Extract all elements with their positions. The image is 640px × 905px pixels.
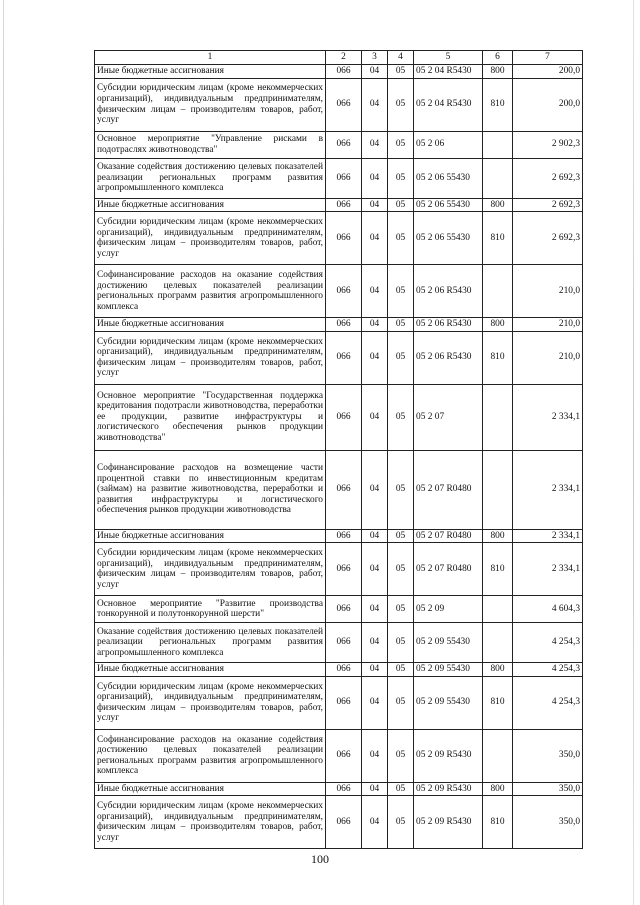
rz-code-cell: 04 (362, 450, 388, 529)
vr-code-cell (483, 158, 513, 198)
sum-cell: 4 254,3 (513, 623, 583, 663)
vr-code-cell: 810 (483, 331, 513, 384)
table-row (95, 782, 583, 796)
table-row (95, 331, 583, 384)
table-row (95, 796, 583, 849)
rz-code-cell: 04 (362, 78, 388, 131)
csr-code-cell: 05 2 09 55430 (414, 663, 483, 677)
pr-code-cell: 05 (388, 796, 414, 849)
grbs-code-cell: 066 (326, 623, 362, 663)
header-col-5: 5 (414, 51, 483, 65)
csr-code-cell: 05 2 06 R5430 (414, 265, 483, 318)
pr-code-cell: 05 (388, 450, 414, 529)
grbs-code-cell: 066 (326, 543, 362, 596)
vr-code-cell: 800 (483, 198, 513, 212)
csr-code-cell: 05 2 09 (414, 596, 483, 623)
header-col-4: 4 (388, 51, 414, 65)
rz-code-cell: 04 (362, 158, 388, 198)
pr-code-cell: 05 (388, 331, 414, 384)
table-row (95, 131, 583, 158)
table-row (95, 78, 583, 131)
sum-cell: 210,0 (513, 331, 583, 384)
rz-code-cell: 04 (362, 663, 388, 677)
row-name-cell: Иные бюджетные ассигнования (95, 318, 326, 332)
grbs-code-cell: 066 (326, 676, 362, 729)
row-name-cell: Основное мероприятие "Развитие производства тонкорунной и полутонкорунной шерсти" (95, 596, 326, 623)
vr-code-cell (483, 265, 513, 318)
row-name-cell: Субсидии юридическим лицам (кроме некоммерческих организаций), индивидуальным предпринимателям, физическим лицам – производителям товаров, работ, услуг (95, 78, 326, 131)
row-name-cell: Основное мероприятие "Государственная поддержка кредитования подотрасли животноводства, переработки ее продукции, развитие инфраструктуры и логистического обеспечения рынков продукции животноводства" (95, 384, 326, 450)
header-row (95, 51, 583, 65)
rz-code-cell: 04 (362, 331, 388, 384)
grbs-code-cell: 066 (326, 65, 362, 79)
sum-cell: 2 902,3 (513, 131, 583, 158)
pr-code-cell: 05 (388, 158, 414, 198)
sum-cell: 2 334,1 (513, 450, 583, 529)
sum-cell: 4 254,3 (513, 676, 583, 729)
row-name-cell: Иные бюджетные ассигнования (95, 782, 326, 796)
pr-code-cell: 05 (388, 65, 414, 79)
sum-cell: 2 334,1 (513, 529, 583, 543)
table-row (95, 529, 583, 543)
header-col-7: 7 (513, 51, 583, 65)
table-row (95, 65, 583, 79)
row-name-cell: Иные бюджетные ассигнования (95, 198, 326, 212)
pr-code-cell: 05 (388, 543, 414, 596)
row-name-cell: Софинансирование расходов на оказание содействия достижению целевых показателей реализации региональных программ развития агропромышленного комплекса (95, 729, 326, 782)
table-row (95, 729, 583, 782)
table-row (95, 158, 583, 198)
table-row (95, 543, 583, 596)
grbs-code-cell: 066 (326, 158, 362, 198)
scan-edge-right (633, 0, 634, 905)
row-name-cell: Иные бюджетные ассигнования (95, 663, 326, 677)
csr-code-cell: 05 2 06 R5430 (414, 318, 483, 332)
csr-code-cell: 05 2 06 55430 (414, 212, 483, 265)
pr-code-cell: 05 (388, 212, 414, 265)
rz-code-cell: 04 (362, 729, 388, 782)
csr-code-cell: 05 2 07 R0480 (414, 450, 483, 529)
pr-code-cell: 05 (388, 729, 414, 782)
vr-code-cell (483, 384, 513, 450)
rz-code-cell: 04 (362, 676, 388, 729)
pr-code-cell: 05 (388, 131, 414, 158)
row-name-cell: Софинансирование расходов на возмещение части процентной ставки по инвестиционным кредитам (займам) на развитие животноводства, переработки и развития инфраструктуры и логистического обеспечения рынков продукции животноводства (95, 450, 326, 529)
rz-code-cell: 04 (362, 543, 388, 596)
grbs-code-cell: 066 (326, 384, 362, 450)
csr-code-cell: 05 2 09 R5430 (414, 729, 483, 782)
grbs-code-cell: 066 (326, 331, 362, 384)
sum-cell: 2 692,3 (513, 198, 583, 212)
table-body (95, 65, 583, 849)
table-row (95, 450, 583, 529)
grbs-code-cell: 066 (326, 265, 362, 318)
row-name-cell: Оказание содействия достижению целевых показателей реализации региональных программ развития агропромышленного комплекса (95, 623, 326, 663)
table-row (95, 318, 583, 332)
rz-code-cell: 04 (362, 529, 388, 543)
grbs-code-cell: 066 (326, 450, 362, 529)
grbs-code-cell: 066 (326, 796, 362, 849)
scan-edge-left (3, 0, 4, 905)
rz-code-cell: 04 (362, 198, 388, 212)
table-row (95, 676, 583, 729)
vr-code-cell: 810 (483, 543, 513, 596)
grbs-code-cell: 066 (326, 318, 362, 332)
row-name-cell: Иные бюджетные ассигнования (95, 529, 326, 543)
vr-code-cell (483, 729, 513, 782)
sum-cell: 210,0 (513, 265, 583, 318)
grbs-code-cell: 066 (326, 198, 362, 212)
csr-code-cell: 05 2 09 R5430 (414, 782, 483, 796)
sum-cell: 4 604,3 (513, 596, 583, 623)
pr-code-cell: 05 (388, 198, 414, 212)
row-name-cell: Субсидии юридическим лицам (кроме некоммерческих организаций), индивидуальным предпринимателям, физическим лицам – производителям товаров, работ, услуг (95, 331, 326, 384)
grbs-code-cell: 066 (326, 596, 362, 623)
table-row (95, 212, 583, 265)
page-number: 100 (311, 852, 329, 866)
csr-code-cell: 05 2 06 55430 (414, 198, 483, 212)
rz-code-cell: 04 (362, 212, 388, 265)
vr-code-cell: 810 (483, 796, 513, 849)
vr-code-cell: 810 (483, 78, 513, 131)
sum-cell: 2 334,1 (513, 543, 583, 596)
rz-code-cell: 04 (362, 623, 388, 663)
csr-code-cell: 05 2 04 R5430 (414, 78, 483, 131)
pr-code-cell: 05 (388, 663, 414, 677)
sum-cell: 200,0 (513, 78, 583, 131)
table-row (95, 596, 583, 623)
pr-code-cell: 05 (388, 782, 414, 796)
vr-code-cell (483, 450, 513, 529)
row-name-cell: Иные бюджетные ассигнования (95, 65, 326, 79)
row-name-cell: Субсидии юридическим лицам (кроме некоммерческих организаций), индивидуальным предпринимателям, физическим лицам – производителям товаров, работ, услуг (95, 543, 326, 596)
sum-cell: 210,0 (513, 318, 583, 332)
table-row (95, 663, 583, 677)
csr-code-cell: 05 2 07 (414, 384, 483, 450)
grbs-code-cell: 066 (326, 78, 362, 131)
csr-code-cell: 05 2 09 R5430 (414, 796, 483, 849)
vr-code-cell: 800 (483, 663, 513, 677)
csr-code-cell: 05 2 06 (414, 131, 483, 158)
pr-code-cell: 05 (388, 676, 414, 729)
vr-code-cell: 800 (483, 529, 513, 543)
rz-code-cell: 04 (362, 265, 388, 318)
sum-cell: 2 692,3 (513, 212, 583, 265)
csr-code-cell: 05 2 07 R0480 (414, 529, 483, 543)
rz-code-cell: 04 (362, 318, 388, 332)
rz-code-cell: 04 (362, 782, 388, 796)
vr-code-cell: 800 (483, 318, 513, 332)
vr-code-cell (483, 623, 513, 663)
pr-code-cell: 05 (388, 78, 414, 131)
row-name-cell: Софинансирование расходов на оказание содействия достижению целевых показателей реализации региональных программ развития агропромышленного комплекса (95, 265, 326, 318)
grbs-code-cell: 066 (326, 729, 362, 782)
sum-cell: 350,0 (513, 796, 583, 849)
header-col-3: 3 (362, 51, 388, 65)
pr-code-cell: 05 (388, 623, 414, 663)
rz-code-cell: 04 (362, 131, 388, 158)
pr-code-cell: 05 (388, 596, 414, 623)
table-row (95, 623, 583, 663)
grbs-code-cell: 066 (326, 782, 362, 796)
vr-code-cell: 800 (483, 65, 513, 79)
rz-code-cell: 04 (362, 796, 388, 849)
table-header (95, 51, 583, 65)
grbs-code-cell: 066 (326, 212, 362, 265)
vr-code-cell: 810 (483, 212, 513, 265)
sum-cell: 2 334,1 (513, 384, 583, 450)
rz-code-cell: 04 (362, 384, 388, 450)
pr-code-cell: 05 (388, 265, 414, 318)
csr-code-cell: 05 2 06 R5430 (414, 331, 483, 384)
vr-code-cell: 800 (483, 782, 513, 796)
table-row (95, 384, 583, 450)
header-col-1: 1 (95, 51, 326, 65)
sum-cell: 200,0 (513, 65, 583, 79)
vr-code-cell: 810 (483, 676, 513, 729)
pr-code-cell: 05 (388, 318, 414, 332)
budget-table (94, 50, 583, 849)
vr-code-cell (483, 131, 513, 158)
sum-cell: 2 692,3 (513, 158, 583, 198)
rz-code-cell: 04 (362, 596, 388, 623)
row-name-cell: Субсидии юридическим лицам (кроме некоммерческих организаций), индивидуальным предпринимателям, физическим лицам – производителям товаров, работ, услуг (95, 796, 326, 849)
table-row (95, 265, 583, 318)
grbs-code-cell: 066 (326, 663, 362, 677)
row-name-cell: Основное мероприятие "Управление рисками в подотраслях животноводства" (95, 131, 326, 158)
csr-code-cell: 05 2 07 R0480 (414, 543, 483, 596)
rz-code-cell: 04 (362, 65, 388, 79)
row-name-cell: Субсидии юридическим лицам (кроме некоммерческих организаций), индивидуальным предпринимателям, физическим лицам – производителям товаров, работ, услуг (95, 212, 326, 265)
grbs-code-cell: 066 (326, 529, 362, 543)
row-name-cell: Субсидии юридическим лицам (кроме некоммерческих организаций), индивидуальным предпринимателям, физическим лицам – производителям товаров, работ, услуг (95, 676, 326, 729)
sum-cell: 350,0 (513, 729, 583, 782)
csr-code-cell: 05 2 04 R5430 (414, 65, 483, 79)
grbs-code-cell: 066 (326, 131, 362, 158)
table-row (95, 198, 583, 212)
sum-cell: 4 254,3 (513, 663, 583, 677)
csr-code-cell: 05 2 09 55430 (414, 676, 483, 729)
pr-code-cell: 05 (388, 529, 414, 543)
pr-code-cell: 05 (388, 384, 414, 450)
header-col-6: 6 (483, 51, 513, 65)
csr-code-cell: 05 2 06 55430 (414, 158, 483, 198)
row-name-cell: Оказание содействия достижению целевых показателей реализации региональных программ развития агропромышленного комплекса (95, 158, 326, 198)
sum-cell: 350,0 (513, 782, 583, 796)
csr-code-cell: 05 2 09 55430 (414, 623, 483, 663)
vr-code-cell (483, 596, 513, 623)
header-col-2: 2 (326, 51, 362, 65)
